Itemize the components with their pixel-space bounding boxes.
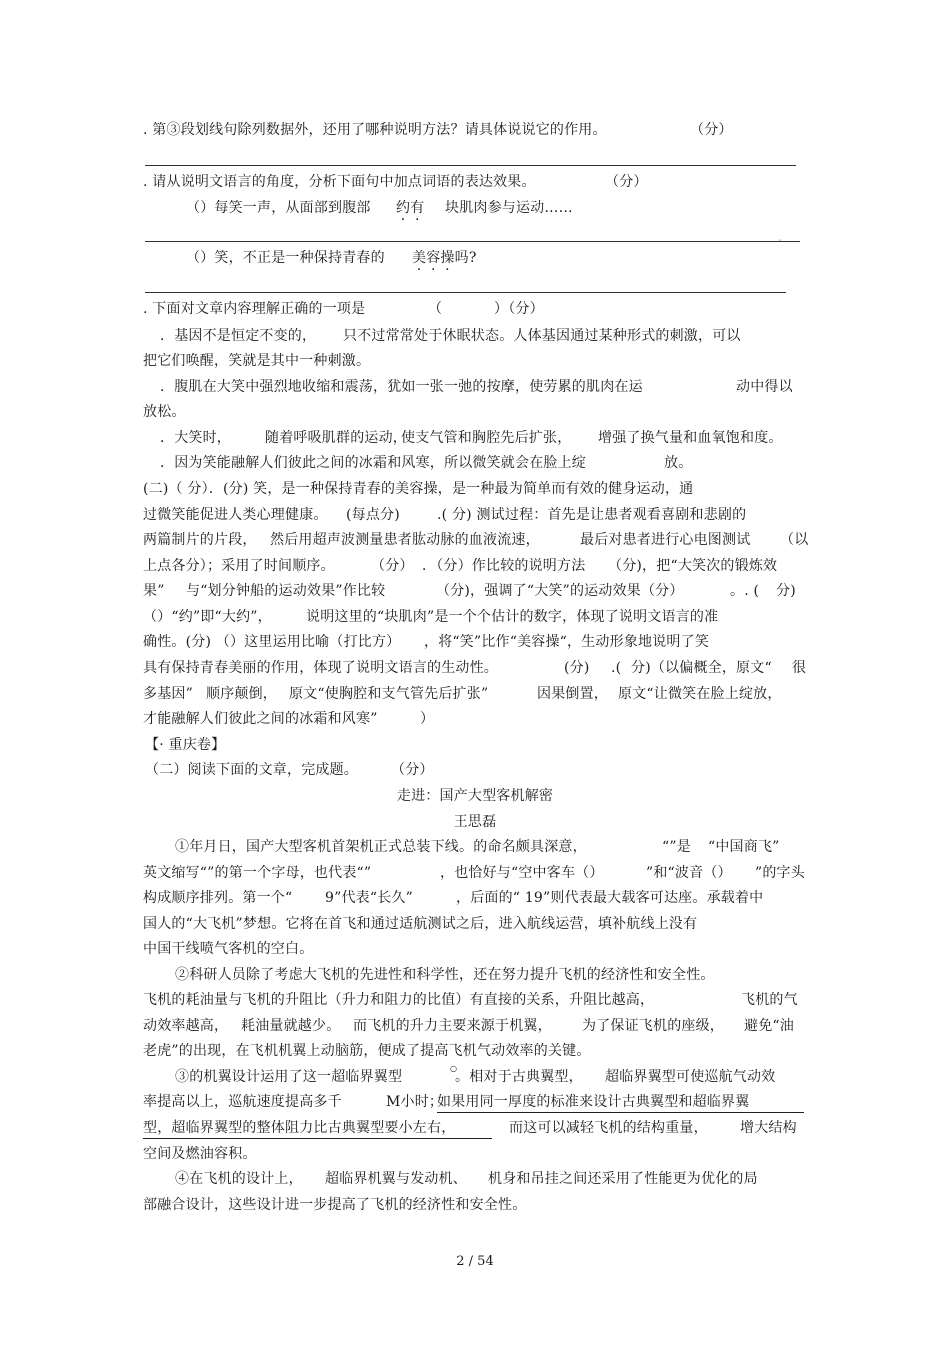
answer-3c: 最后对患者进行心电图测试 [580,532,751,548]
answer-4a: 上点各分）；采用了时间顺序。 [143,558,335,574]
p2-2b: 飞机的气 [741,992,798,1008]
answer-2b: (每点分) [346,507,400,523]
stray-mark: - [778,235,782,246]
sub-question-1-end: 块肌肉参与运动…… [445,200,573,216]
answer-10b: ） [420,711,435,727]
answer-5c: （分)，强调了“大笑”的运动效果（分） [436,583,684,599]
sub-question-2: （）笑，不正是一种保持青春的 [186,250,385,266]
option-a-1: ．基因不是恒定不变的， [160,328,317,344]
section-score: （分） [391,762,434,778]
option-b-3: 放松。 [143,404,186,420]
answer-6a: （）“约”即“大约”， [143,609,272,625]
question-10-score: （分） [605,174,648,190]
p2-1: ②科研人员除了考虑大飞机的先进性和科学性，还在努力提升飞机的经济性和安全性。 [175,967,715,983]
p3-3a-underlined [143,1119,492,1139]
p3-1c: 超临界翼型可使巡航气动效 [605,1069,776,1085]
answer-9a: 多基因” [143,686,193,702]
p1-4: 国人的“大飞机”梦想。它将在首飞和通过适航测试之后，进入航线运营，填补航线上没有 [143,916,698,932]
p4-1b: 超临界机翼与发动机、 [325,1171,467,1187]
answer-line [145,292,786,293]
p3-3b: 而这可以减轻飞机的结构重量， [509,1120,708,1136]
question-9-score: （分） [690,122,733,138]
question-9: . 第③段划线句除列数据外，还用了哪种说明方法？请具体说说它的作用。 [143,122,607,138]
question-11: . 下面对文章内容理解正确的一项是 [143,301,366,317]
p1-2d: ”的字头 [755,865,805,881]
answer-4c: ．（分）作比较的说明方法 [422,558,586,574]
p1-3a: 构成顺序排列。第一个“ [143,890,293,906]
section-source: 【· 重庆卷】 [145,737,226,753]
underlined-sentence-2: 型，超临界翼型的整体阻力比古典翼型要小左右， [143,1119,492,1139]
option-c-1: ．大笑时， [160,430,231,446]
answer-9c: 原文“使胸腔和支气管先后扩张” [289,686,489,702]
option-c-2: 随着呼吸肌群的运动， [265,430,407,446]
option-d-2: 放。 [664,455,693,471]
option-c-4: 增强了换气量和血氧饱和度。 [598,430,783,446]
article-title: 走进：国产大型客机解密 [396,788,554,804]
sub-question-2-end: 美容操吗? [412,250,477,266]
p3-1b: 。相对于古典翼型， [455,1069,583,1085]
answer-9e: 原文“让微笑在脸上绽放， [618,686,782,702]
page-number: 2 / 54 [456,1254,494,1269]
p3-4: 空间及燃油容积。 [143,1146,257,1162]
option-c-3: 使支气管和胸腔先后扩张， [401,430,572,446]
answer-8b: (分) [564,660,590,676]
answer-9d: 因果倒置， [537,686,608,702]
answer-8c: .( [611,660,622,676]
p2-3e: 避免“油 [744,1018,794,1034]
answer-5d: 。. ( [730,583,760,599]
superscript-mark: ○ [450,1064,458,1073]
answer-line [145,241,800,242]
article-author: 王思磊 [453,814,497,830]
answer-3b: 然后用超声波测量患者肱动脉的血液流速， [270,532,540,548]
answer-8a: 具有保持青春美丽的作用，体现了说明文语言的生动性。 [143,660,498,676]
answer-1: (二)（ 分）．(分) 笑，是一种保持青春的美容操，是一种最为简单而有效的健身运动，通 [143,481,694,497]
answer-9b: 顺序颠倒， [206,686,277,702]
sub-question-1: （）每笑一声，从面部到腹部 [186,200,371,216]
answer-2a: 过微笑能促进人类心理健康。 [143,507,328,523]
answer-5e: 分) [776,583,796,599]
option-a-3: 把它们唤醒，笑就是其中一种刺激。 [143,353,371,369]
option-d-1: ．因为笑能融解人们彼此之间的冰霜和风寒，所以微笑就会在脸上绽 [160,455,586,471]
p1-1c: “中国商飞” [708,839,780,855]
p3-1a: ③的机翼设计运用了这一超临界翼型 [175,1069,403,1085]
question-11-paren: （ [428,301,443,317]
p2-2a: 飞机的耗油量与飞机的升阻比（升力和阻力的比值）有直接的关系，升阻比越高， [143,992,655,1008]
p2-3c: 而飞机的升力主要来源于机翼， [353,1018,552,1034]
p3-3c: 增大结构 [740,1120,797,1136]
p3-2b: M小时； [386,1094,444,1110]
p2-3b: 耗油量就越少。 [241,1018,341,1034]
answer-3d: （以 [780,532,809,548]
answer-4b: （分） [371,558,414,574]
answer-10a: 才能融解人们彼此之间的冰霜和风寒” [143,711,378,727]
answer-4d: （分)，把“大笑次的锻炼效 [608,558,778,574]
p1-1b: “”是 [662,839,691,855]
p1-2a: 英文缩写“”的第一个字母，也代表“” [143,865,372,881]
answer-2c: .( 分) 测试过程：首先是让患者观看喜剧和悲剧的 [437,507,747,523]
answer-8e: 很 [792,660,807,676]
answer-line [145,165,796,166]
p2-4: 老虎”的出现，在飞机机翼上动脑筋，便成了提高飞机气动效率的关键。 [143,1043,591,1059]
dotted-word-yue: 约有 [396,200,425,216]
answer-7a: 确性。(分) （）这里运用比喻（打比方） [143,634,401,650]
answer-5b: 与“划分钟船的运动效果”作比较 [186,583,386,599]
answer-8d: 分)（以偏概全，原文“ [631,660,772,676]
answer-7b: ，将“笑”比作“美容操“，生动形象地说明了笑 [424,634,710,650]
p1-1a: ①年月日，国产大型客机首架机正式总装下线。的命名颇具深意， [175,839,587,855]
p4-2: 部融合设计，这些设计进一步提高了飞机的经济性和安全性。 [143,1197,527,1213]
p3-2c-underlined [437,1093,804,1113]
p2-3a: 动效率越高， [143,1018,229,1034]
question-11-score: ）（分） [494,301,544,317]
underlined-sentence-1: 如果用同一厚度的标准来设计古典翼型和超临界翼 [437,1093,804,1113]
p1-3b: 9”代表“长久” [325,890,413,906]
question-10: . 请从说明文语言的角度，分析下面句中加点词语的表达效果。 [143,174,536,190]
section-heading: （二）阅读下面的文章，完成题。 [145,762,358,778]
p1-2b: ，也恰好与“空中客车（） [440,865,604,881]
p1-3c: ，后面的“ 19”则代表最大载客可达座。承载着中 [456,890,764,906]
answer-6b: 说明这里的“块肌肉”是一个个估计的数字，体现了说明文语言的准 [306,609,719,625]
p4-1c: 机身和吊挂之间还采用了性能更为优化的局 [488,1171,758,1187]
option-a-2: 只不过常常处于休眠状态。人体基因通过某种形式的刺激，可以 [343,328,741,344]
p3-2a: 率提高以上，巡航速度提高多千 [143,1094,342,1110]
p2-3d: 为了保证飞机的座级， [582,1018,724,1034]
option-b-2: 动中得以 [736,379,793,395]
answer-5a: 果” [143,583,165,599]
p1-2c: ”和“波音（） [646,865,732,881]
dotted-word [396,199,424,217]
p4-1a: ④在飞机的设计上， [175,1171,303,1187]
answer-3a: 两篇制片的片段， [143,532,257,548]
p1-5: 中国干线喷气客机的空白。 [143,941,314,957]
option-b-1: ．腹肌在大笑中强烈地收缩和震荡，犹如一张一弛的按摩，使劳累的肌肉在运 [160,379,643,395]
